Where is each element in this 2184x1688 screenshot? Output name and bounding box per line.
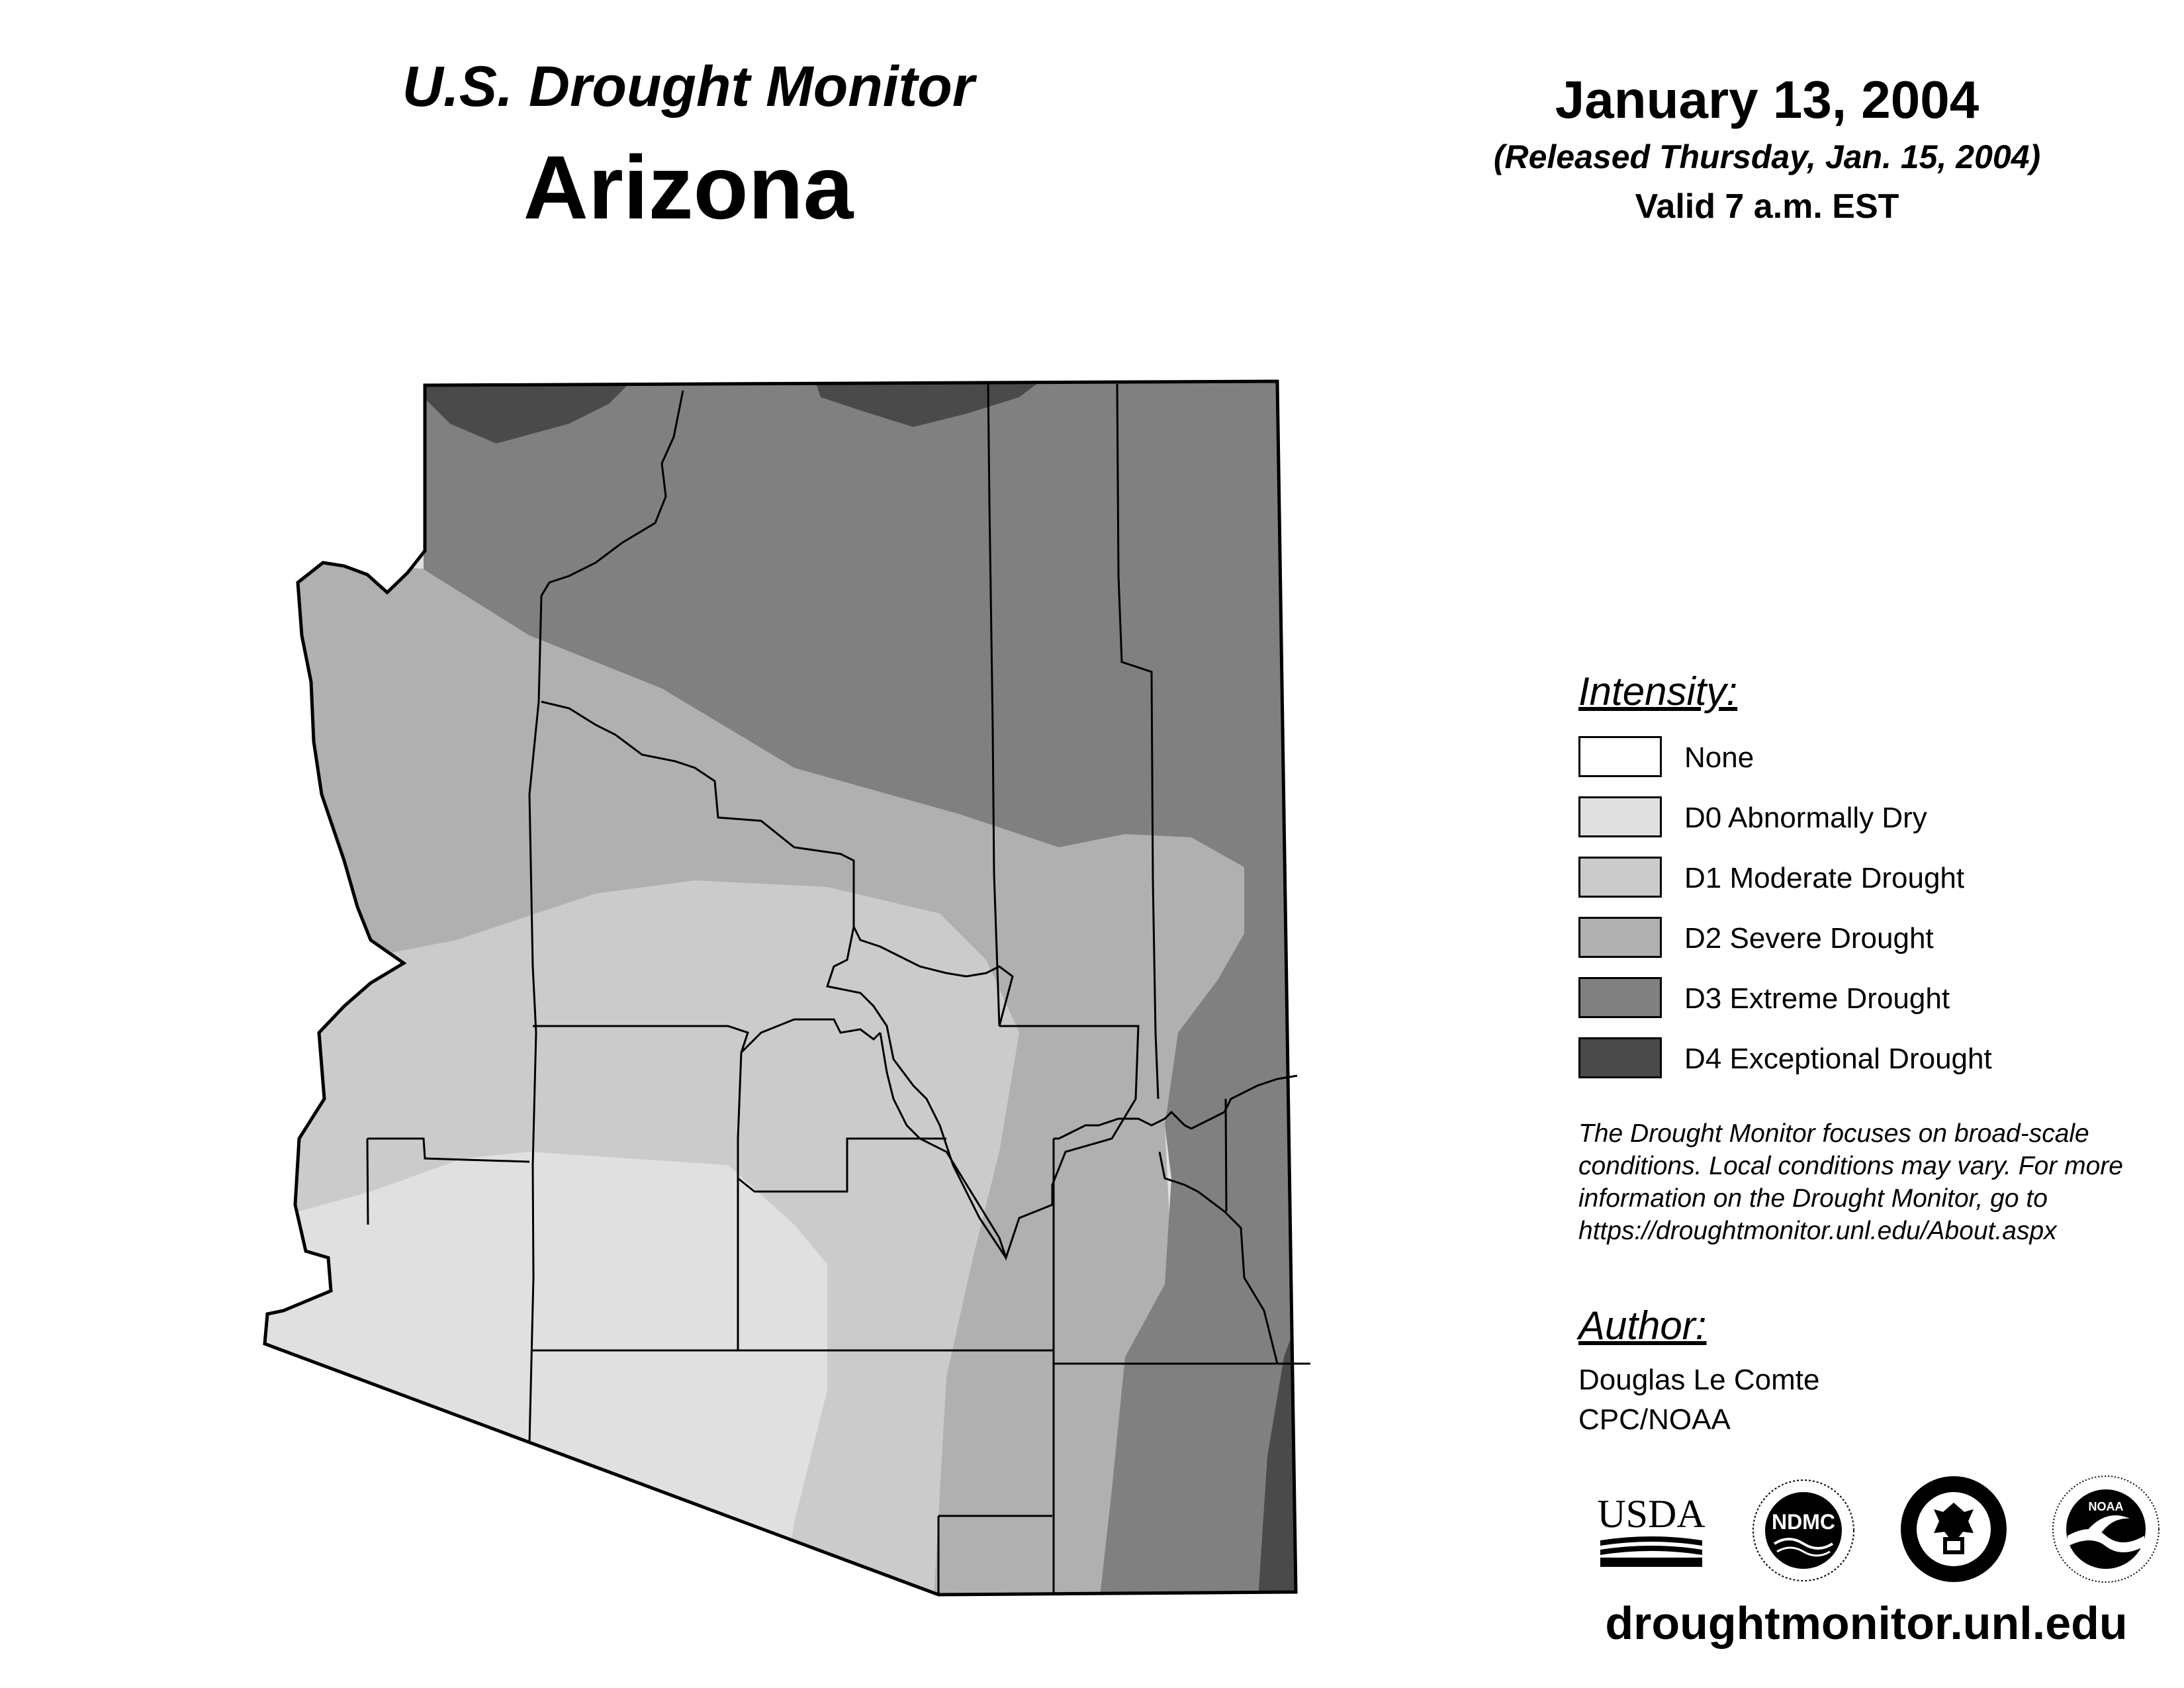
drought-zones [251, 371, 1317, 1609]
legend-swatch-d0 [1578, 796, 1662, 837]
commerce-seal-icon [1899, 1475, 2008, 1583]
legend-label-d3: D3 Extreme Drought [1684, 982, 1950, 1015]
usda-logo [1595, 1486, 1707, 1572]
noaa-logo [2052, 1475, 2160, 1583]
disclaimer-text: The Drought Monitor focuses on broad-scale conditions. Local conditions may vary. For more information on the Drought Monitor, go to https://droughtmonitor.unl.edu/About.aspx [1578, 1119, 2123, 1245]
legend-swatch-d2 [1578, 917, 1662, 958]
map-valid-time: Valid 7 a.m. EST [1635, 187, 1899, 226]
legend-label-d0: D0 Abnormally Dry [1684, 802, 1927, 834]
noaa-logo-text: NOAA [2088, 1500, 2124, 1513]
legend-title: Intensity: [1578, 669, 1738, 714]
author-org: CPC/NOAA [1578, 1403, 1731, 1436]
legend-swatch-none [1578, 736, 1662, 777]
map-product-title: U.S. Drought Monitor [402, 55, 975, 118]
legend-label-d2: D2 Severe Drought [1684, 922, 1934, 955]
usda-logo-text: USDA [1597, 1492, 1706, 1536]
ndmc-logo-text: NDMC [1772, 1510, 1835, 1534]
author-title: Author: [1578, 1303, 1707, 1348]
website-link[interactable]: droughtmonitor.unl.edu [1605, 1597, 2128, 1649]
ndmc-logo [1751, 1477, 1856, 1583]
legend-label-none: None [1684, 741, 1754, 774]
legend-swatch-d3 [1578, 977, 1662, 1018]
legend-label-d4: D4 Exceptional Drought [1684, 1043, 1992, 1075]
map-state-title: Arizona [523, 137, 854, 238]
legend-swatch-d1 [1578, 857, 1662, 898]
author-name: Douglas Le Comte [1578, 1364, 1820, 1396]
legend-label-d1: D1 Moderate Drought [1684, 862, 1965, 894]
map-date: January 13, 2004 [1555, 70, 1979, 129]
legend-swatch-d4 [1578, 1037, 1662, 1078]
map-release-date: (Released Thursday, Jan. 15, 2004) [1493, 138, 2041, 175]
